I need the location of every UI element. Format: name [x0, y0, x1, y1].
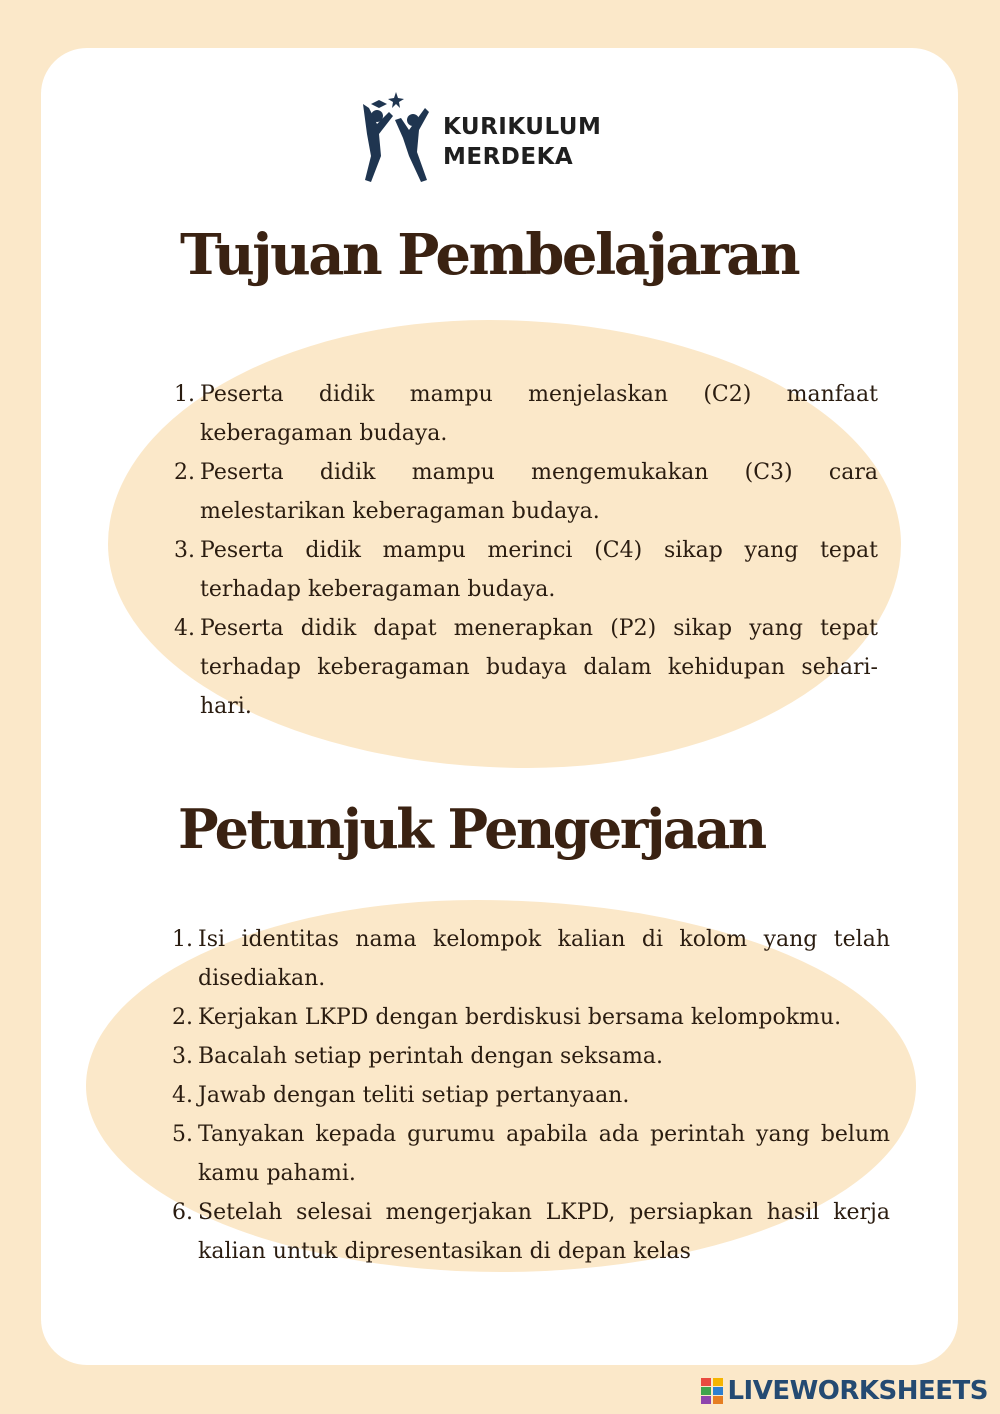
list-item	[172, 1037, 890, 1076]
list-item	[172, 920, 890, 998]
list-text: Jawab dengan teliti setiap pertanyaan.	[198, 1083, 630, 1108]
list-number: 2.	[174, 460, 195, 485]
list-item	[172, 998, 890, 1037]
list-number: 1.	[174, 382, 195, 407]
list-text: Peserta didik mampu mengemukakan (C3) cara melestarikan keberagaman budaya.	[200, 460, 878, 524]
list-text: Tanyakan kepada gurumu apabila ada perintah yang belum kamu pahami.	[198, 1122, 890, 1186]
list-number: 3.	[172, 1044, 193, 1069]
logo-line-1: KURIKULUM	[443, 114, 602, 140]
section-title-petunjuk: Petunjuk Pengerjaan	[178, 797, 765, 861]
list-text: Peserta didik dapat menerapkan (P2) sikap yang tepat terhadap keberagaman budaya dalam kehidupan sehari-hari.	[200, 616, 878, 719]
section-title-tujuan: Tujuan Pembelajaran	[180, 222, 799, 288]
list-item	[172, 1193, 890, 1271]
liveworksheets-label: LIVEWORKSHEETS	[727, 1376, 988, 1406]
liveworksheets-brand[interactable]	[701, 1374, 988, 1408]
list-text: Setelah selesai mengerjakan LKPD, persiapkan hasil kerja kalian untuk dipresentasikan di depan kelas	[198, 1200, 890, 1264]
list-item	[172, 1115, 890, 1193]
logo-text	[443, 112, 601, 172]
instructions-list	[172, 920, 890, 1271]
logo-line-2: MERDEKA	[443, 144, 574, 170]
list-item	[174, 453, 878, 531]
list-number: 4.	[174, 616, 195, 641]
list-text: Bacalah setiap perintah dengan seksama.	[198, 1044, 664, 1069]
list-number: 4.	[172, 1083, 193, 1108]
list-text: Isi identitas nama kelompok kalian di kolom yang telah disediakan.	[198, 927, 890, 991]
list-number: 5.	[172, 1122, 193, 1147]
list-text: Peserta didik mampu merinci (C4) sikap yang tepat terhadap keberagaman budaya.	[200, 538, 878, 602]
list-item	[174, 609, 878, 726]
list-number: 6.	[172, 1200, 193, 1225]
list-number: 2.	[172, 1005, 193, 1030]
list-text: Peserta didik mampu menjelaskan (C2) manfaat keberagaman budaya.	[200, 382, 878, 446]
list-item	[172, 1076, 890, 1115]
kurikulum-merdeka-logo-icon	[355, 90, 439, 186]
objectives-list	[174, 375, 878, 726]
liveworksheets-icon	[701, 1378, 723, 1404]
list-number: 1.	[172, 927, 193, 952]
list-number: 3.	[174, 538, 195, 563]
kurikulum-merdeka-logo	[355, 90, 635, 186]
list-text: Kerjakan LKPD dengan berdiskusi bersama kelompokmu.	[198, 1005, 842, 1030]
list-item	[174, 531, 878, 609]
list-item	[174, 375, 878, 453]
